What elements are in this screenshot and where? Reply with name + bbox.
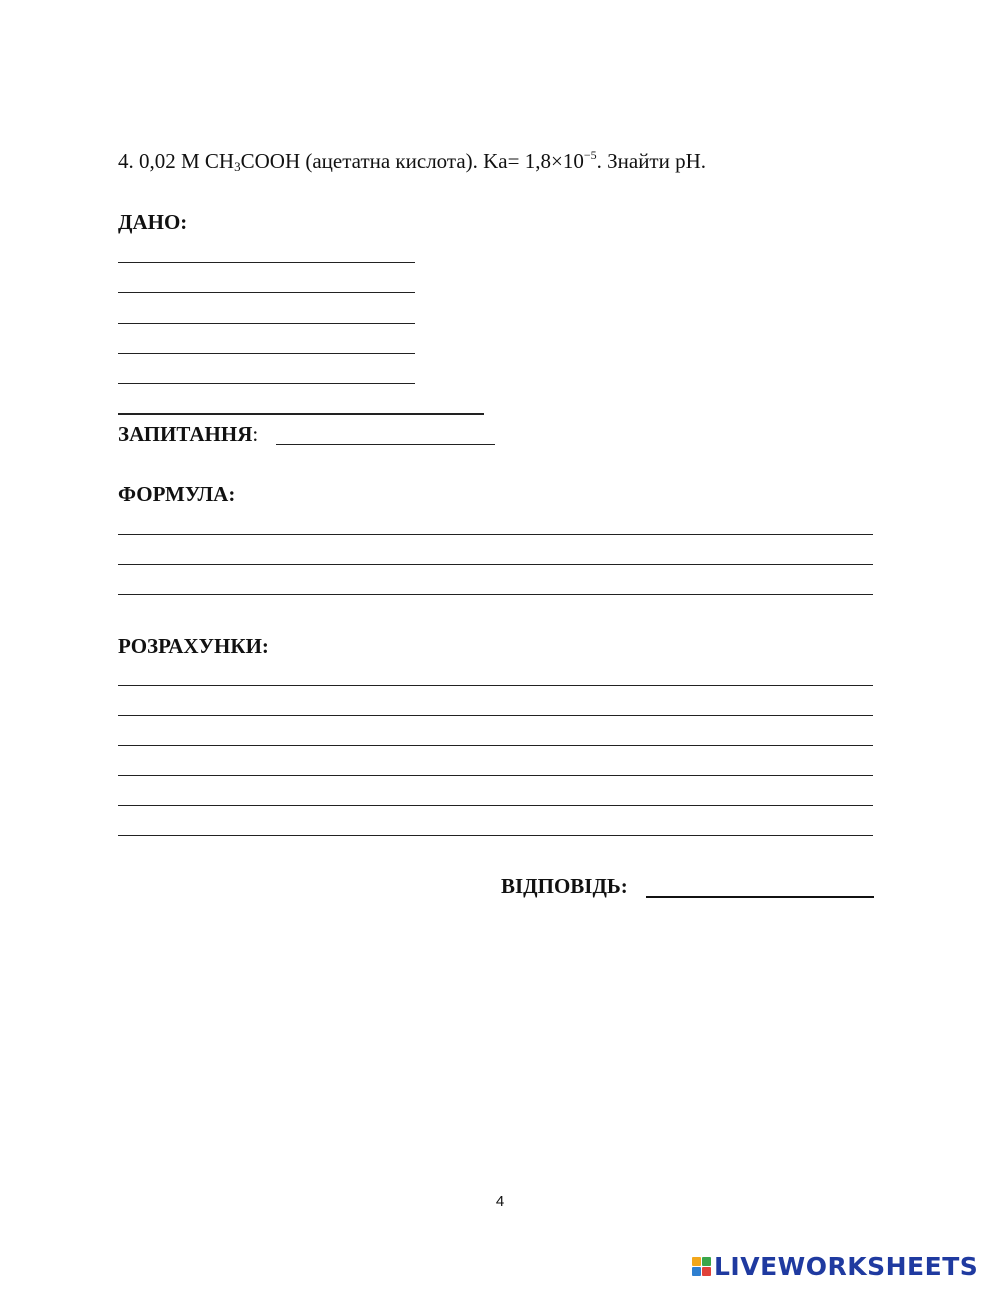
given-line-3[interactable] — [118, 323, 415, 324]
formula-line-2[interactable] — [118, 564, 873, 565]
given-line-5[interactable] — [118, 383, 415, 384]
calculation-line-6[interactable] — [118, 835, 873, 836]
problem-statement — [118, 148, 706, 175]
given-heading: ДАНО: — [118, 210, 188, 234]
calculations-heading: РОЗРАХУНКИ: — [118, 634, 269, 658]
problem-suffix: . Знайти pH. — [596, 149, 707, 173]
calculation-line-5[interactable] — [118, 805, 873, 806]
given-line-2[interactable] — [118, 292, 415, 293]
question-answer-line[interactable] — [276, 444, 495, 445]
logo-tile-1 — [692, 1257, 701, 1266]
formula-line-3[interactable] — [118, 594, 873, 595]
calculation-line-1[interactable] — [118, 685, 873, 686]
question-heading: ЗАПИТАННЯ — [118, 422, 253, 446]
page-number: 4 — [495, 1193, 505, 1210]
calculation-line-4[interactable] — [118, 775, 873, 776]
logo-tile-3 — [692, 1267, 701, 1276]
calculation-line-2[interactable] — [118, 715, 873, 716]
logo-text: LIVEWORKSHEETS — [714, 1252, 979, 1281]
liveworksheets-logo[interactable] — [692, 1254, 978, 1279]
given-divider — [118, 413, 484, 415]
question-row — [118, 422, 258, 447]
formula-heading: ФОРМУЛА: — [118, 482, 236, 506]
formula-line-1[interactable] — [118, 534, 873, 535]
logo-tiles-icon — [692, 1257, 711, 1276]
answer-line[interactable] — [646, 896, 874, 898]
given-line-4[interactable] — [118, 353, 415, 354]
logo-tile-4 — [702, 1267, 711, 1276]
problem-middle: COOH (ацетатна кислота). Ka= 1,8×10 — [240, 149, 584, 173]
subscript: 3 — [234, 159, 241, 174]
logo-tile-2 — [702, 1257, 711, 1266]
problem-prefix: 4. 0,02 М CH — [118, 149, 235, 173]
given-line-1[interactable] — [118, 262, 415, 263]
exponent: −5 — [583, 148, 597, 162]
answer-heading: ВІДПОВІДЬ: — [501, 874, 628, 898]
calculation-line-3[interactable] — [118, 745, 873, 746]
question-colon: : — [252, 422, 259, 446]
